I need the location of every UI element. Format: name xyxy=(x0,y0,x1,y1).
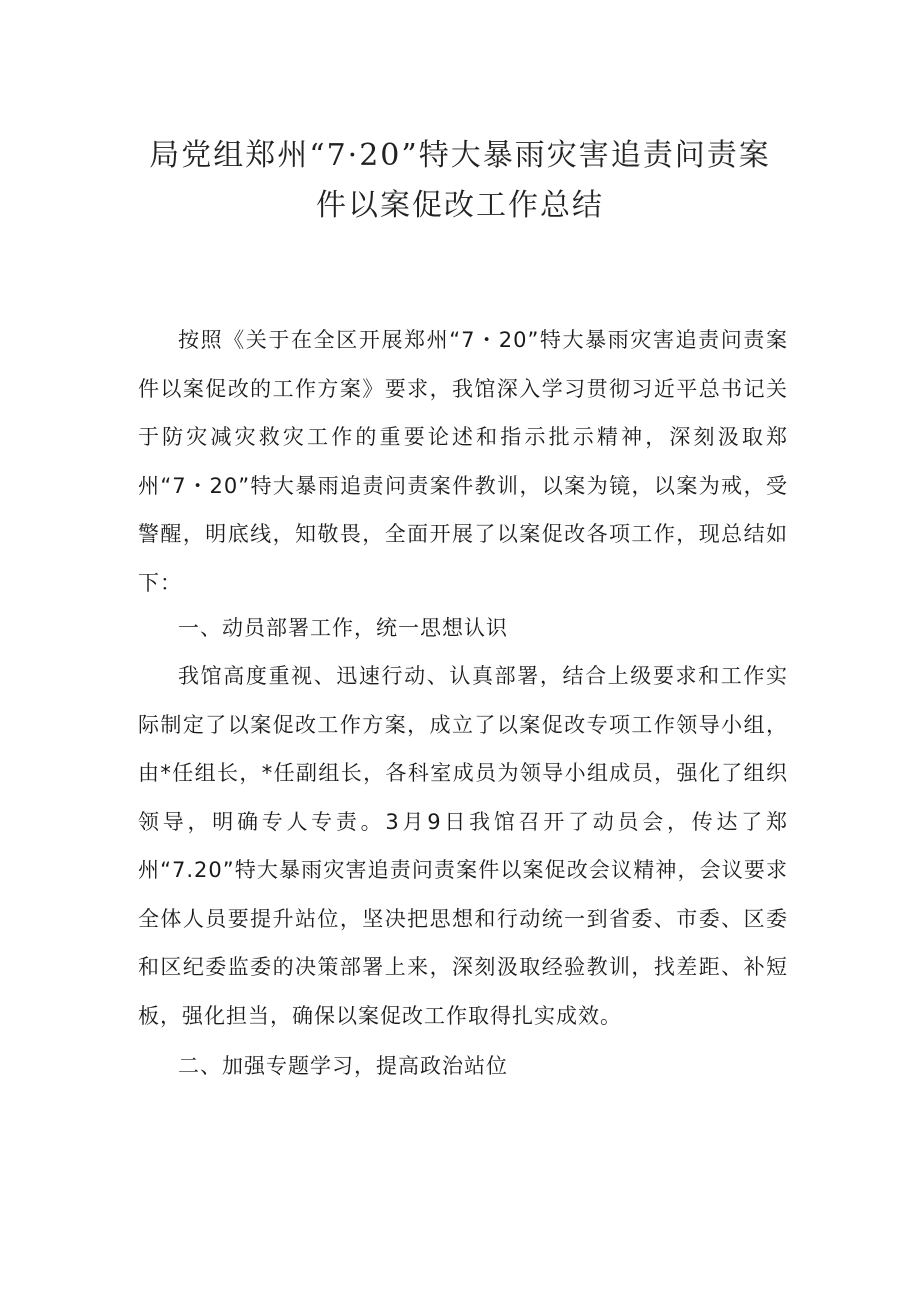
document-title-line-2: 件以案促改工作总结 xyxy=(316,188,604,223)
section-1-paragraph: 我馆高度重视、迅速行动、认真部署，结合上级要求和工作实际制定了以案促改工作方案，成立了以案促改专项工作领导小组，由*任组长，*任副组长，各科室成员为领导小组成员，强化了组织领导，明确专人专责。3月9日我馆召开了动员会，传达了郑州“7.20”特大暴雨灾害追责问责案件以案促改会议精神，会议要求全体人员要提升站位，坚决把思想和行动统一到省委、市委、区委和区纪委监委的决策部署上来，深刻汲取经验教训，找差距、补短板，强化担当，确保以案促改工作取得扎实成效。 xyxy=(138,664,788,1028)
intro-paragraph: 按照《关于在全区开展郑州“7・20”特大暴雨灾害追责问责案件以案促改的工作方案》要求，我馆深入学习贯彻习近平总书记关于防灾减灾救灾工作的重要论述和指示批示精神，深刻汲取郑州“7・20”特大暴雨追责问责案件教训，以案为镜，以案为戒，受警醒，明底线，知敬畏，全面开展了以案促改各项工作，现总结如下： xyxy=(138,328,788,595)
section-1-heading: 一、动员部署工作，统一思想认识 xyxy=(178,616,508,640)
section-2-heading: 二、加强专题学习，提高政治站位 xyxy=(178,1054,508,1078)
document-title-line-1: 局党组郑州“7·20”特大暴雨灾害追责问责案 xyxy=(149,138,771,173)
